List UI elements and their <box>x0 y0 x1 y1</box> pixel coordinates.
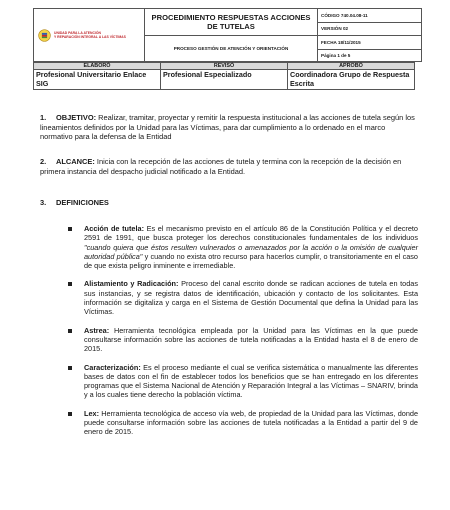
definitions-heading <box>40 198 109 207</box>
document-code: CÓDIGO 740.04.08-11 <box>318 9 422 23</box>
bullet-icon <box>68 227 72 231</box>
definition-term: Lex: <box>84 408 100 418</box>
definition-quote: "cuando quiera que éstos resulten vulnerados o amenazados por la acción o la omisión de cualquier autoridad pública" <box>84 242 418 261</box>
aprobo-value: Coordinadora Grupo de Respuesta Escrita <box>288 70 415 90</box>
coat-of-arms-icon <box>38 29 51 42</box>
logo-text-line2: Y REPARACIÓN INTEGRAL A LAS VÍCTIMAS <box>54 35 126 39</box>
definition-text: Es el proceso mediante el cual se verifica sistemática o manualmente las diferentes bases de datos con el fin de establecer todos los beneficios que se han entregado en los diferentes programas que el Sistema Nacional de Atención y Reparación Integral a las Víctimas – SNARIV, brinda y a los cuales tiene derecho la población víctima. <box>84 362 418 400</box>
definitions-label: DEFINICIONES <box>56 198 109 207</box>
page-number: Página 1 de 5 <box>318 50 422 62</box>
definition-term: Caracterización: <box>84 362 141 372</box>
elaboro-value: Profesional Universitario Enlace SIG <box>34 70 161 90</box>
document-version: VERSIÓN 02 <box>318 22 422 36</box>
definition-term: Acción de tutela: <box>84 224 145 233</box>
definitions-number: 3. <box>40 198 47 207</box>
scope-text: Inicia con la recepción de las acciones de tutela y termina con la recepción de la decisión en primera instancia del despacho judicial notificado a la Entidad. <box>40 157 402 176</box>
definition-text: Es el mecanismo previsto en el artículo 86 de la Constitución Política y el decreto 2591 de 1991, que busca proteger los derechos constitucionales fundamentales de los individuos <box>84 224 418 243</box>
definition-term: Astrea: <box>84 325 110 335</box>
definition-text-after: y cuando no exista otro recurso para hacerlos cumplir, o transitoriamente en el caso de que exista peligro inminente e irremediable. <box>84 251 418 271</box>
document-date: FECHA 18/11/2015 <box>318 36 422 50</box>
definition-item-caracterizacion <box>68 363 418 400</box>
title-cell <box>145 9 318 36</box>
objective-text: Realizar, tramitar, proyectar y remitir la respuesta institucional a las acciones de tutela según los lineamientos definidos por la Unidad para las Víctimas, para dar cumplimiento a lo ordenado en el marco normativo para la defensa de la Entidad <box>40 113 415 142</box>
scope-number: 2. <box>40 157 47 166</box>
objective-label: OBJETIVO: <box>56 113 97 122</box>
definition-item-accion-de-tutela <box>68 224 418 270</box>
header-aprobo: APROBÓ <box>288 63 415 70</box>
definition-item-lex <box>68 409 418 437</box>
bullet-icon <box>68 329 72 333</box>
definition-item-alistamiento <box>68 279 418 316</box>
process-cell <box>145 36 318 62</box>
scope-label: ALCANCE: <box>56 157 95 166</box>
signature-table <box>33 62 415 90</box>
objective-section <box>40 113 418 142</box>
definition-item-astrea <box>68 326 418 354</box>
document-title: PROCEDIMIENTO RESPUESTAS ACCIONES DE TUTELAS <box>151 13 311 31</box>
scope-section <box>40 157 418 176</box>
bullet-icon <box>68 412 72 416</box>
logo-cell <box>34 9 145 62</box>
logo-text-line1: UNIDAD PARA LA ATENCIÓN <box>54 30 101 35</box>
process-name: PROCESO GESTIÓN DE ATENCIÓN Y ORIENTACIÓN <box>173 46 289 51</box>
definition-text: Herramienta tecnológica empleada por la Unidad para las Víctimas en la que puede consultarse información sobre las acciones de tutela notificadas a la Entidad hasta el 8 de enero de 2015. <box>84 325 418 354</box>
definition-text: Proceso del canal escrito donde se radican acciones de tutela en todas sus instancias, y se registra datos de identificación, ubicación y contacto de los solicitantes. Esta información se digitaliza y carga en el Sistema de Gestión Documental que defina la Unidad para las Víctimas. <box>84 279 418 317</box>
definition-term: Alistamiento y Radicación: <box>84 279 179 289</box>
reviso-value: Profesional Especializado <box>161 70 288 90</box>
definitions-list <box>68 224 418 446</box>
bullet-icon <box>68 282 72 286</box>
document-header-table <box>33 8 422 62</box>
bullet-icon <box>68 366 72 370</box>
objective-number: 1. <box>40 113 47 122</box>
header-elaboro: ELABORÓ <box>34 63 161 70</box>
header-reviso: REVISÓ <box>161 63 288 70</box>
definition-text: Herramienta tecnológica de acceso vía web, de propiedad de la Unidad para las Víctimas, donde puede consultarse información sobre las acciones de tutela notificadas a la Entidad a partir del 9 de enero de 2015. <box>84 408 418 437</box>
